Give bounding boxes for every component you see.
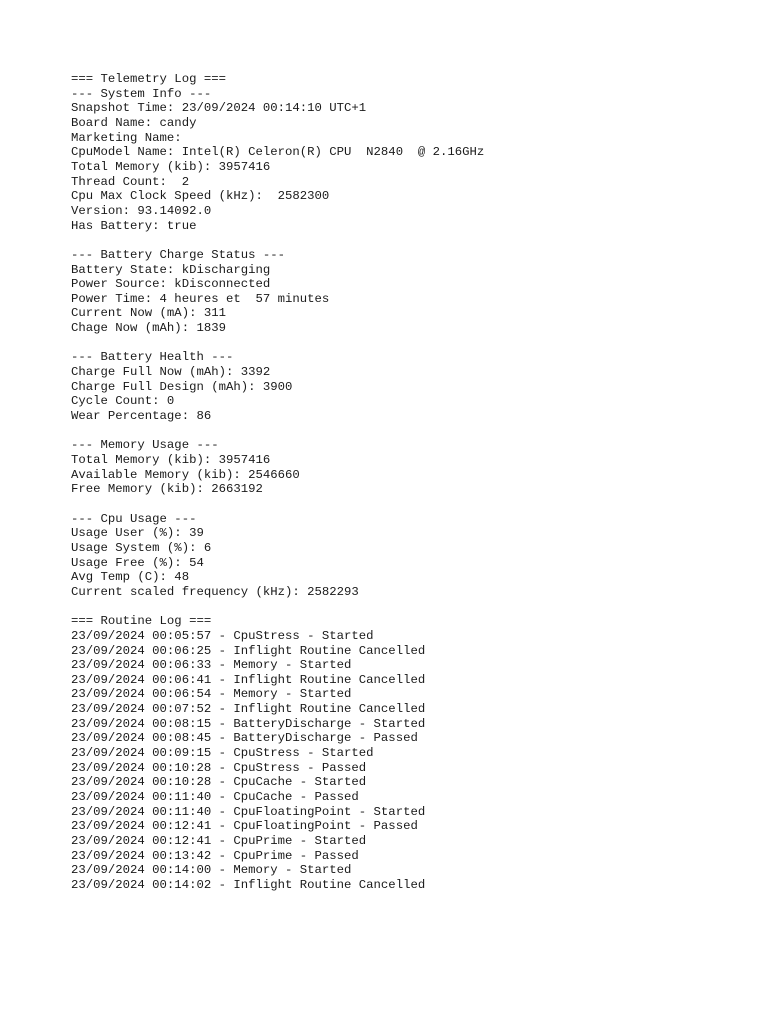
battery-state-line: Battery State: kDischarging xyxy=(71,262,271,277)
cycle-count-line: Cycle Count: 0 xyxy=(71,394,175,409)
battery-charge-header: --- Battery Charge Status --- xyxy=(71,247,286,262)
cpu-usage-header: --- Cpu Usage --- xyxy=(71,511,197,526)
cpu-usage-section xyxy=(71,512,758,600)
routine-log-entry: 23/09/2024 00:08:15 - BatteryDischarge - Started xyxy=(71,716,426,731)
routine-log-entry: 23/09/2024 00:09:15 - CpuStress - Started xyxy=(71,746,374,761)
routine-log-entry: 23/09/2024 00:06:54 - Memory - Started xyxy=(71,687,352,702)
routine-log-entry: 23/09/2024 00:13:42 - CpuPrime - Passed xyxy=(71,848,359,863)
routine-log-header: === Routine Log === xyxy=(71,614,212,629)
routine-log-entry: 23/09/2024 00:14:00 - Memory - Started xyxy=(71,863,352,878)
routine-log-entry: 23/09/2024 00:06:41 - Inflight Routine Cancelled xyxy=(71,672,426,687)
spacer xyxy=(71,233,758,248)
routine-log-entry: 23/09/2024 00:11:40 - CpuCache - Passed xyxy=(71,790,359,805)
charge-now-line: Chage Now (mAh): 1839 xyxy=(71,321,226,336)
routine-log-entry: 23/09/2024 00:10:28 - CpuCache - Started xyxy=(71,775,367,790)
cpu-max-clock-line: Cpu Max Clock Speed (kHz): 2582300 xyxy=(71,189,330,204)
scaled-frequency-line: Current scaled frequency (kHz): 2582293 xyxy=(71,584,359,599)
charge-full-now-line: Charge Full Now (mAh): 3392 xyxy=(71,365,271,380)
version-line: Version: 93.14092.0 xyxy=(71,203,212,218)
wear-percentage-line: Wear Percentage: 86 xyxy=(71,409,212,424)
routine-log-entry: 23/09/2024 00:12:41 - CpuPrime - Started xyxy=(71,834,367,849)
routine-log-entry: 23/09/2024 00:11:40 - CpuFloatingPoint - Started xyxy=(71,804,426,819)
routine-log-section xyxy=(71,614,758,892)
spacer xyxy=(71,424,758,439)
routine-log-entry: 23/09/2024 00:06:25 - Inflight Routine Cancelled xyxy=(71,643,426,658)
power-source-line: Power Source: kDisconnected xyxy=(71,277,271,292)
marketing-name-line: Marketing Name: xyxy=(71,130,182,145)
routine-log-entry: 23/09/2024 00:08:45 - BatteryDischarge - Passed xyxy=(71,731,418,746)
avg-temp-line: Avg Temp (C): 48 xyxy=(71,570,190,585)
system-info-section xyxy=(71,87,758,234)
usage-system-line: Usage System (%): 6 xyxy=(71,540,212,555)
spacer xyxy=(71,600,758,615)
current-now-line: Current Now (mA): 311 xyxy=(71,306,226,321)
routine-log-entry: 23/09/2024 00:05:57 - CpuStress - Started xyxy=(71,628,374,643)
usage-user-line: Usage User (%): 39 xyxy=(71,526,204,541)
routine-log-entry: 23/09/2024 00:07:52 - Inflight Routine Cancelled xyxy=(71,702,426,717)
memory-total-line: Total Memory (kib): 3957416 xyxy=(71,453,271,468)
log-document xyxy=(71,72,758,893)
routine-log-entry: 23/09/2024 00:06:33 - Memory - Started xyxy=(71,658,352,673)
battery-health-section xyxy=(71,350,758,423)
memory-usage-section xyxy=(71,438,758,497)
spacer xyxy=(71,497,758,512)
routine-log-entry: 23/09/2024 00:10:28 - CpuStress - Passed xyxy=(71,760,367,775)
battery-charge-section xyxy=(71,248,758,336)
memory-available-line: Available Memory (kib): 2546660 xyxy=(71,467,300,482)
system-info-header: --- System Info --- xyxy=(71,86,212,101)
telemetry-log-header: === Telemetry Log === xyxy=(71,72,226,86)
has-battery-line: Has Battery: true xyxy=(71,218,197,233)
spacer xyxy=(71,336,758,351)
routine-log-entry: 23/09/2024 00:14:02 - Inflight Routine Cancelled xyxy=(71,878,426,893)
charge-full-design-line: Charge Full Design (mAh): 3900 xyxy=(71,379,293,394)
board-name-line: Board Name: candy xyxy=(71,115,197,130)
total-memory-line: Total Memory (kib): 3957416 xyxy=(71,159,271,174)
routine-log-entry: 23/09/2024 00:12:41 - CpuFloatingPoint - Passed xyxy=(71,819,418,834)
battery-health-header: --- Battery Health --- xyxy=(71,350,234,365)
power-time-line: Power Time: 4 heures et 57 minutes xyxy=(71,291,330,306)
thread-count-line: Thread Count: 2 xyxy=(71,174,190,189)
snapshot-time-line: Snapshot Time: 23/09/2024 00:14:10 UTC+1 xyxy=(71,101,367,116)
usage-free-line: Usage Free (%): 54 xyxy=(71,555,204,570)
memory-usage-header: --- Memory Usage --- xyxy=(71,438,219,453)
memory-free-line: Free Memory (kib): 2663192 xyxy=(71,482,263,497)
cpu-model-line: CpuModel Name: Intel(R) Celeron(R) CPU N2840 @ 2.16GHz xyxy=(71,145,485,160)
